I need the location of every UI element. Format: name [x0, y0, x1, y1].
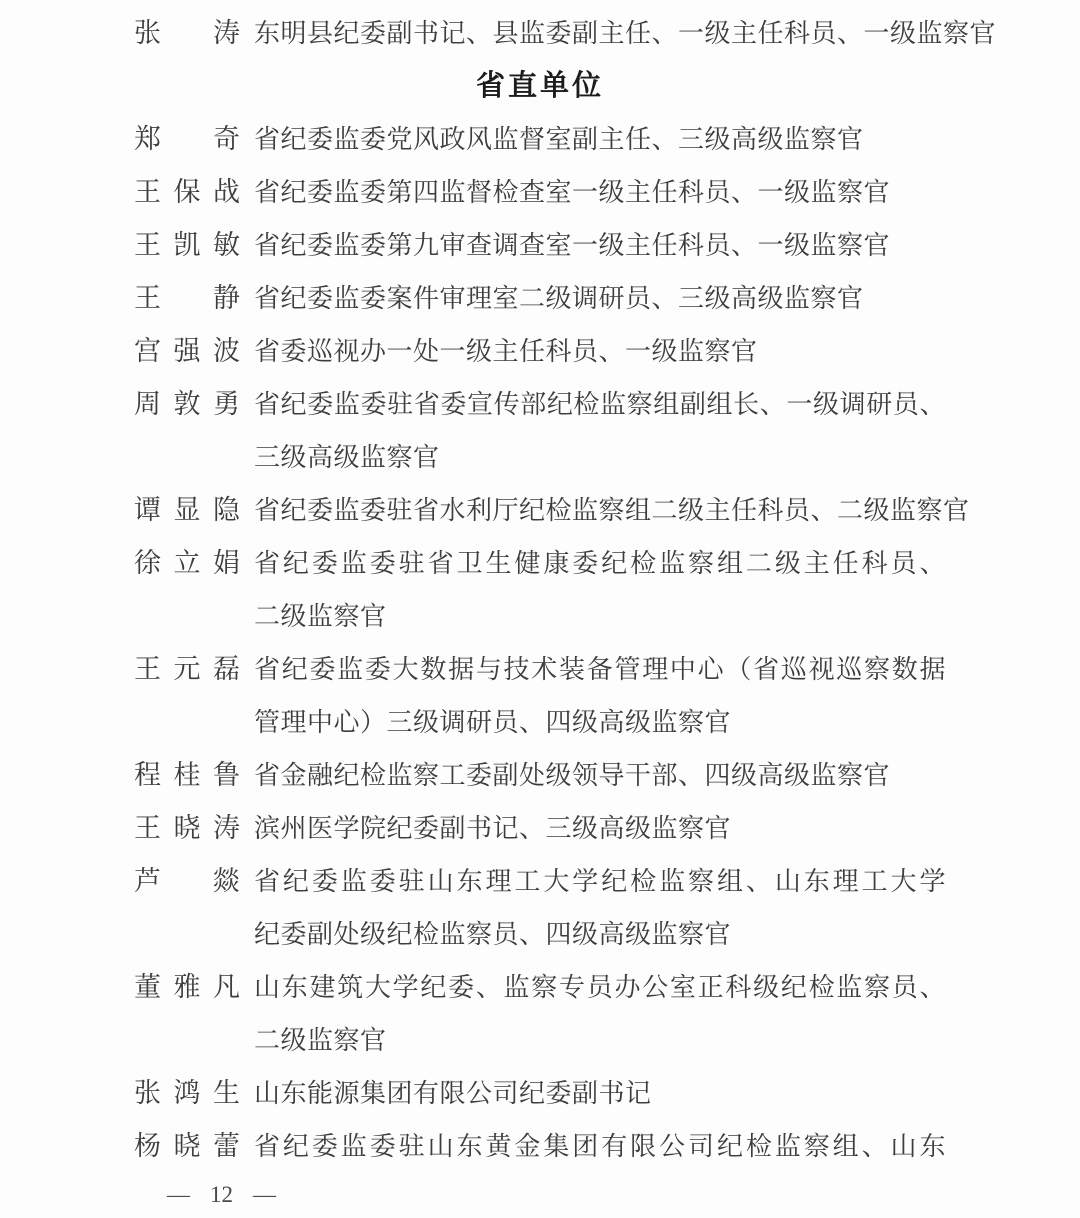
entry-name: 董雅凡	[134, 972, 240, 1002]
page-number: 12	[210, 1182, 233, 1207]
entry-name: 王晓涛	[134, 813, 240, 843]
entry-description-line: 省委巡视办一处一级主任科员、一级监察官	[254, 337, 758, 366]
entry-lines	[254, 537, 946, 643]
entry-lines	[254, 378, 946, 484]
entry-description-line: 省纪委监委大数据与技术装备管理中心（省巡视巡察数据	[254, 655, 946, 684]
entry-description-line: 省纪委监委第四监督检查室一级主任科员、一级监察官	[254, 178, 891, 207]
page-footer	[167, 1182, 1080, 1208]
entry-description-line: 三级高级监察官	[254, 443, 440, 472]
entry-row	[0, 537, 1080, 643]
entry-name: 程桂鲁	[134, 760, 240, 790]
entry-description-line: 二级监察官	[254, 602, 387, 631]
entry-name: 杨晓蕾	[134, 1131, 240, 1161]
entry-lines	[254, 272, 946, 325]
entry-description-line: 管理中心）三级调研员、四级高级监察官	[254, 708, 732, 737]
entry-description-line: 纪委副处级纪检监察员、四级高级监察官	[254, 920, 732, 949]
entry-lines	[254, 166, 946, 219]
entry-row	[0, 7, 1080, 60]
entry-name: 王凯敏	[134, 230, 240, 260]
entry-name: 徐立娟	[134, 548, 240, 578]
entry-row	[0, 802, 1080, 855]
footer-left-dash: —	[167, 1182, 190, 1207]
entry-lines	[254, 113, 946, 166]
entry-row	[0, 1067, 1080, 1120]
entry-name: 芦燚	[134, 866, 240, 896]
entry-description-line: 山东建筑大学纪委、监察专员办公室正科级纪检监察员、	[254, 973, 946, 1002]
entry-lines	[254, 484, 970, 537]
entry-row	[0, 325, 1080, 378]
entry-lines	[254, 7, 997, 60]
entry-lines	[254, 802, 946, 855]
entry-lines	[254, 1120, 946, 1173]
entry-row	[0, 961, 1080, 1067]
entry-description-line: 省纪委监委案件审理室二级调研员、三级高级监察官	[254, 284, 864, 313]
entry-row	[0, 749, 1080, 802]
entry-lines	[254, 961, 946, 1067]
entry-row	[0, 166, 1080, 219]
entry-description-line: 滨州医学院纪委副书记、三级高级监察官	[254, 814, 732, 843]
entry-name: 张鸿生	[134, 1078, 240, 1108]
entry-lines	[254, 643, 946, 749]
entry-description-line: 省金融纪检监察工委副处级领导干部、四级高级监察官	[254, 761, 891, 790]
entry-description-line: 省纪委监委驻省委宣传部纪检监察组副组长、一级调研员、	[254, 390, 946, 419]
section-heading: 省直单位	[475, 70, 604, 102]
entry-lines	[254, 325, 946, 378]
entry-description-line: 省纪委监委驻省水利厅纪检监察组二级主任科员、二级监察官	[254, 496, 970, 525]
entry-name: 王保战	[134, 177, 240, 207]
entry-name: 王静	[134, 283, 240, 313]
entry-description-line: 省纪委监委党风政风监督室副主任、三级高级监察官	[254, 125, 864, 154]
entry-name: 张涛	[134, 18, 240, 48]
entry-lines	[254, 855, 946, 961]
footer-right-dash: —	[253, 1182, 276, 1207]
entry-name: 宫强波	[134, 336, 240, 366]
entry-lines	[254, 1067, 946, 1120]
entry-lines	[254, 749, 946, 802]
document-rows	[0, 7, 1080, 1173]
entry-name: 郑奇	[134, 124, 240, 154]
entry-name: 王元磊	[134, 654, 240, 684]
entry-description-line: 省纪委监委第九审查调查室一级主任科员、一级监察官	[254, 231, 891, 260]
entry-description-line: 省纪委监委驻山东理工大学纪检监察组、山东理工大学	[254, 867, 946, 896]
entry-description-line: 省纪委监委驻省卫生健康委纪检监察组二级主任科员、	[254, 549, 946, 578]
entry-description-line: 省纪委监委驻山东黄金集团有限公司纪检监察组、山东	[254, 1132, 946, 1161]
entry-row	[0, 272, 1080, 325]
entry-row	[0, 643, 1080, 749]
entry-row	[0, 484, 1080, 537]
entry-row	[0, 219, 1080, 272]
entry-lines	[254, 219, 946, 272]
entry-description-line: 东明县纪委副书记、县监委副主任、一级主任科员、一级监察官	[254, 19, 997, 48]
entry-row	[0, 113, 1080, 166]
entry-description-line: 山东能源集团有限公司纪委副书记	[254, 1079, 652, 1108]
entry-description-line: 二级监察官	[254, 1026, 387, 1055]
entry-row	[0, 855, 1080, 961]
entry-row	[0, 1120, 1080, 1173]
entry-name: 谭显隐	[134, 495, 240, 525]
entry-row	[0, 378, 1080, 484]
entry-name: 周敦勇	[134, 389, 240, 419]
